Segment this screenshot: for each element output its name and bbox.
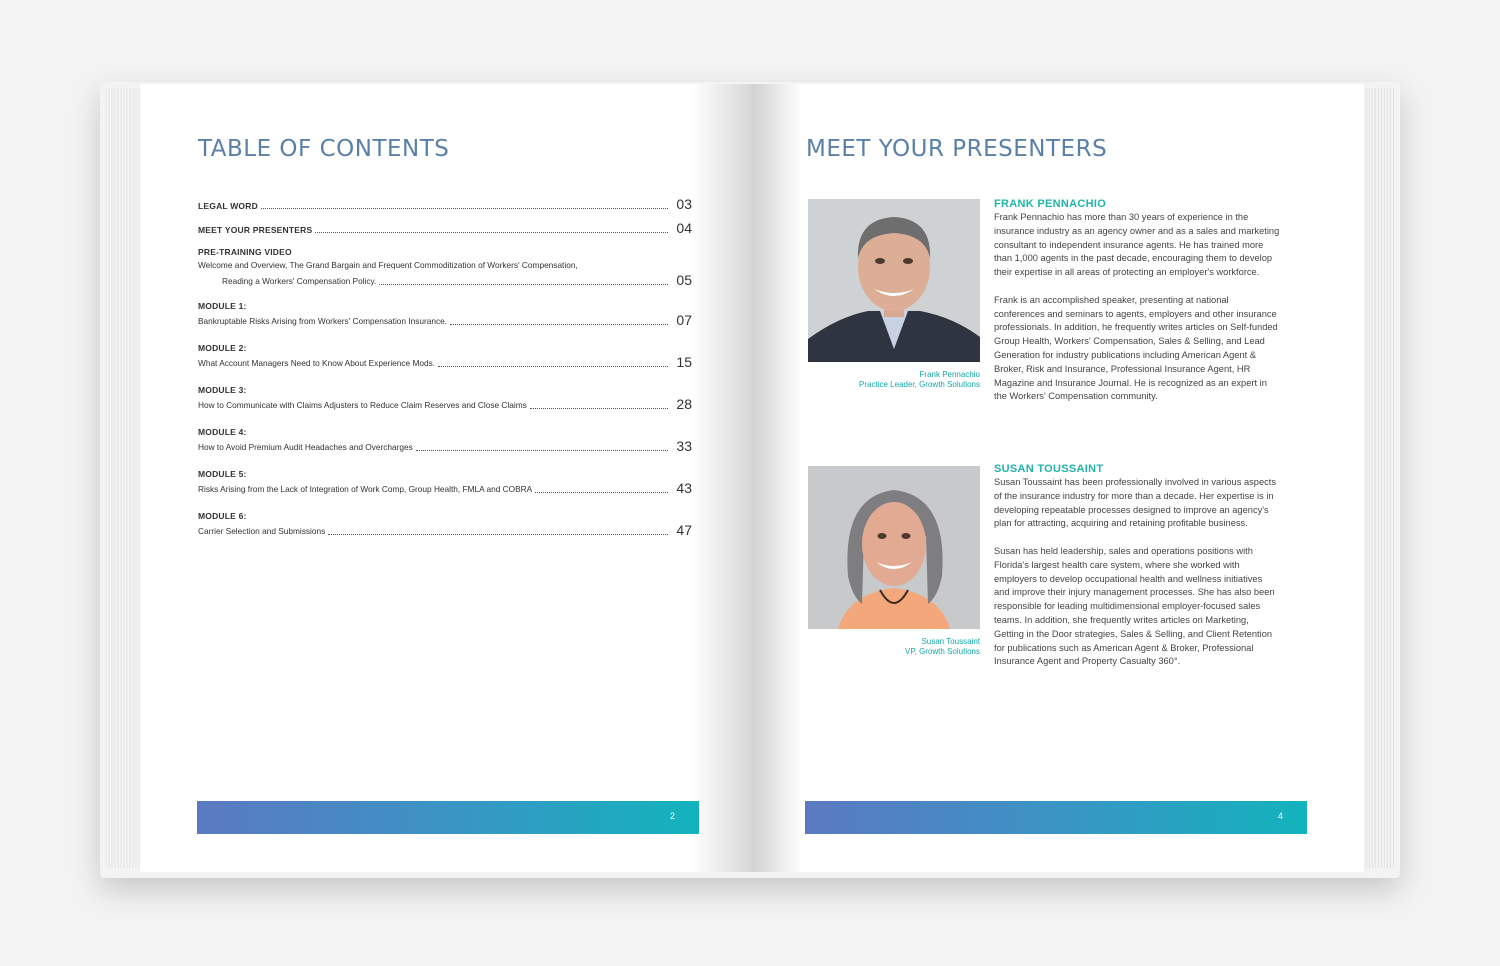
toc-heading: MODULE 5: [198, 469, 247, 479]
leader-dots [416, 450, 668, 451]
toc-page-number: 43 [676, 480, 692, 496]
leader-dots [379, 284, 668, 285]
table-of-contents [198, 196, 692, 546]
toc-page-number: 47 [676, 522, 692, 538]
toc-description: Welcome and Overview, The Grand Bargain and Frequent Commoditization of Workers' Compensation, [198, 260, 578, 270]
footer-bar [197, 801, 699, 834]
presenter-photo [808, 199, 980, 362]
toc-description: Bankruptable Risks Arising from Workers' Compensation Insurance. [198, 316, 448, 326]
photo-caption-role: VP, Growth Solutions [904, 647, 980, 656]
toc-heading: MEET YOUR PRESENTERS [198, 225, 313, 235]
leader-dots [535, 492, 668, 493]
left-page [140, 84, 752, 872]
leader-dots [438, 366, 668, 367]
page-number: 4 [1277, 811, 1283, 821]
toc-entry[interactable] [198, 300, 692, 328]
toc-page-number: 04 [676, 220, 692, 236]
toc-heading: PRE-TRAINING VIDEO [198, 247, 292, 257]
presenter-bio [994, 462, 1280, 669]
leader-dots [530, 408, 668, 409]
toc-page-number: 28 [676, 396, 692, 412]
photo-caption-name: Frank Pennachio [919, 370, 980, 379]
toc-page-number: 05 [676, 272, 692, 288]
presenter-bio [994, 197, 1280, 404]
right-page [752, 84, 1364, 872]
toc-entry[interactable] [198, 220, 692, 236]
toc-heading: LEGAL WORD [198, 201, 258, 211]
leader-dots [328, 534, 668, 535]
presenter-name: FRANK PENNACHIO [994, 198, 1107, 210]
toc-page-number: 15 [676, 354, 692, 370]
toc-page-number: 03 [676, 196, 692, 212]
toc-heading: MODULE 6: [198, 511, 247, 521]
bio-paragraph: Susan Toussaint has been professionally involved in various aspects of the insurance industry for more than a decade. Her expertise is in developing repeatable processes designed to improve an agency's plan for attracting, acquiring and retaining profitable business. [994, 477, 1277, 529]
toc-entry[interactable] [198, 196, 692, 212]
toc-heading: MODULE 1: [198, 301, 247, 311]
photo-caption-name: Susan Toussaint [921, 637, 980, 646]
leader-dots [450, 324, 668, 325]
bio-paragraph: Frank Pennachio has more than 30 years of experience in the insurance industry as an agency owner and as a sales and marketing consultant to independent insurance agents. He has trained more than 1,000 agents in the past decade, encouraging them to develop their expertise in all areas of protecting an employer's workforce. [994, 212, 1280, 278]
toc-heading: MODULE 2: [198, 343, 247, 353]
toc-description: Carrier Selection and Submissions [198, 526, 326, 536]
presenter-name: SUSAN TOUSSAINT [994, 463, 1104, 475]
bio-paragraph: Susan has held leadership, sales and operations positions with Florida's largest health care system, where she worked with employers to develop occupational health and wellness initiatives and improve their injury management processes. She has also been responsible for leading multidimensional employer-focused sales teams. In addition, she frequently writes articles on Marketing, Getting in the Door strategies, Sales & Selling, and Client Retention for publications such as American Agent & Broker, Professional Insurance Agent and Property Casualty 360°. [994, 545, 1275, 667]
toc-page-number: 33 [676, 438, 692, 454]
toc-description: Reading a Workers' Compensation Policy. [222, 276, 377, 286]
page-title: TABLE OF CONTENTS [198, 136, 450, 162]
footer-bar [805, 801, 1307, 834]
toc-description: How to Avoid Premium Audit Headaches and Overcharges [198, 442, 413, 452]
toc-description: What Account Managers Need to Know About Experience Mods. [198, 358, 436, 368]
toc-description: Risks Arising from the Lack of Integration of Work Comp, Group Health, FMLA and COBRA [198, 484, 533, 494]
page-number: 2 [669, 811, 675, 821]
toc-entry[interactable] [198, 246, 692, 288]
page-title: MEET YOUR PRESENTERS [806, 136, 1108, 162]
photo-caption-role: Practice Leader, Growth Solutions [859, 380, 980, 389]
bio-paragraph: Frank is an accomplished speaker, presenting at national conferences and seminars to agents, employers and other insurance professionals. In addition, he frequently writes articles on Self-funded Group Health, Workers' Compensation, Sales & Selling, and Lead Generation for industry publications including American Agent & Broker, Risk and Insurance, Professional Insurance Agent, HR Magazine and Insurance Journal. He is recognized as an expert in the Workers' Compensation community. [994, 294, 1278, 402]
toc-page-number: 07 [676, 312, 692, 328]
toc-entry[interactable] [198, 342, 692, 370]
toc-entry[interactable] [198, 426, 692, 454]
leader-dots [315, 232, 668, 233]
toc-description: How to Communicate with Claims Adjusters to Reduce Claim Reserves and Close Claims [198, 400, 527, 410]
toc-entry[interactable] [198, 510, 692, 538]
toc-heading: MODULE 4: [198, 427, 247, 437]
presenter-photo [808, 466, 980, 629]
toc-heading: MODULE 3: [198, 385, 247, 395]
leader-dots [261, 208, 668, 209]
toc-entry[interactable] [198, 384, 692, 412]
toc-entry[interactable] [198, 468, 692, 496]
